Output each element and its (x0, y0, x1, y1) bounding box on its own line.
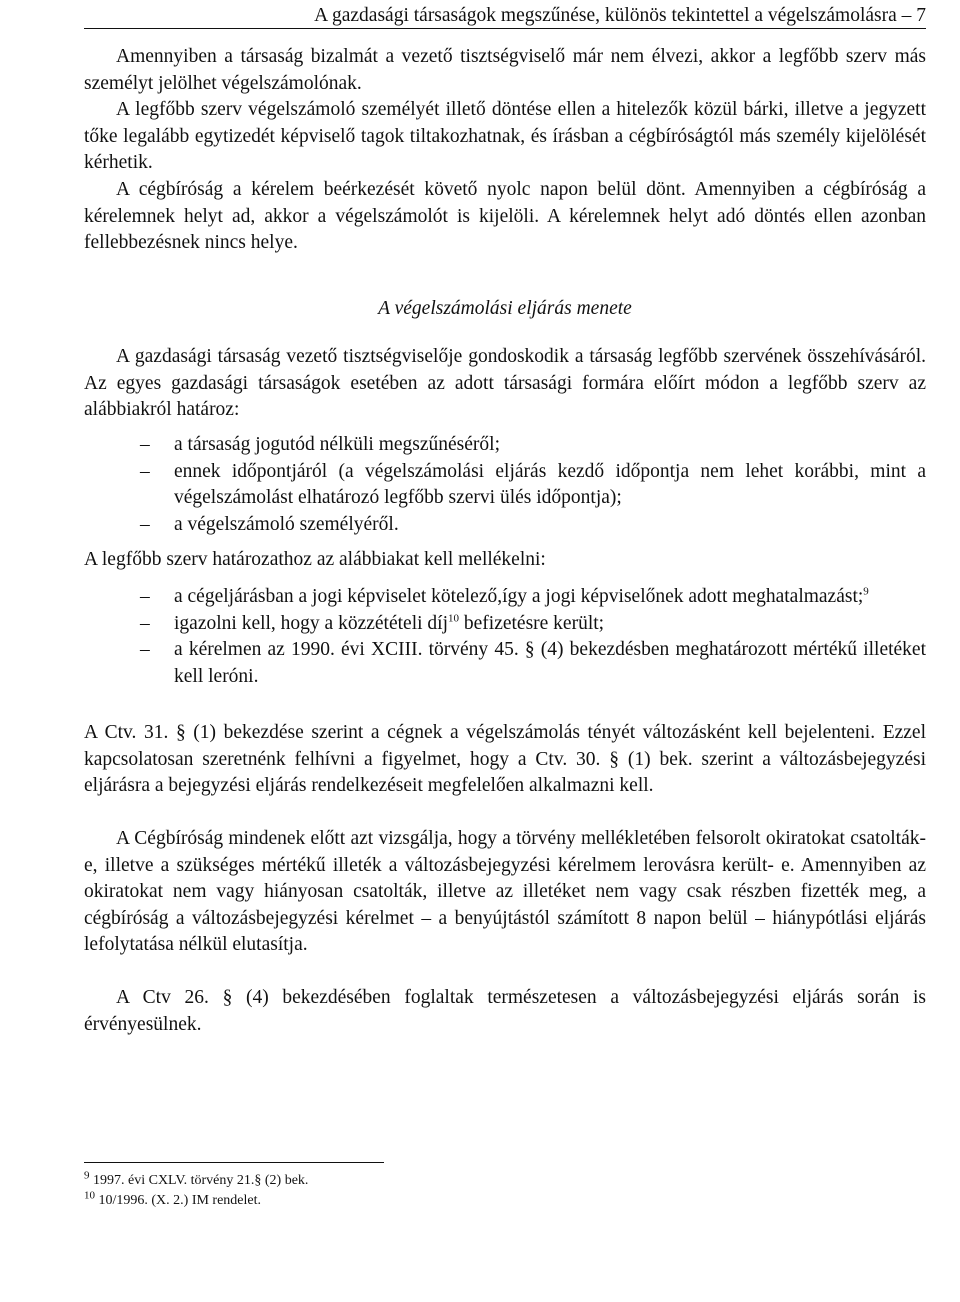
list-item: – a társaság jogutód nélküli megszűnéséről; (84, 432, 926, 459)
list-item: – igazolni kell, hogy a közzétételi díj$^{10}$ befizetésre került; (84, 611, 926, 638)
footnote-9: $^9$ 1997. évi CXLV. törvény 21.§ (2) bek. (84, 1169, 309, 1188)
resolution-list (84, 432, 926, 538)
footnote-number: 10 (84, 1189, 95, 1202)
footnote-10: $^{10}$ 10/1996. (X. 2.) IM rendelet. (84, 1189, 262, 1208)
paragraph-cegbirosag: A Cégbíróság mindenek előtt azt vizsgálja, hogy a törvény mellékletében felsorolt okiratokat csatolták-e, illetve a szükséges mértékű illeték a változásbejegyzési kérelmem lerovásra került- e. Amennyiben az okiratokat nem vagy hiányosan csatolták, illetve az illetéket nem vagy csak részben fizették meg, a cégbíróság a változásbejegyzési kérelmet – a benyújtástól számított 8 napon belül – hiánypótlási eljárás lefolytatása nélkül elutasítja. (84, 828, 926, 955)
list-marker: – (140, 586, 150, 607)
list-marker: – (140, 513, 150, 535)
paragraph-section-intro: A gazdasági társaság vezető tisztségviselője gondoskodik a társaság legfőbb szervének összehívásáról. Az egyes gazdasági társaságok esetében az adott társasági formára előírt módon a legfőbb szerv az alábbiakról határoz: (84, 346, 926, 420)
paragraph-court-decision: A cégbíróság a kérelem beérkezését követő nyolc napon belül dönt. Amennyiben a cégbíróság a kérelemnek helyt ad, akkor a végelszámolót is kijelöli. A kérelemnek helyt adó döntés ellen azonban fellebbezésnek nincs helye. (84, 179, 926, 253)
paragraph-confidence: Amennyiben a társaság bizalmát a vezető tisztségviselő már nem élvezi, akkor a legfőbb szerv más személyt jelölhet végelszámolónak. (84, 46, 926, 94)
paragraph-ctv31: A Ctv. 31. § (1) bekezdése szerint a cégnek a végelszámolás tényét változásként kell bejelenteni. Ezzel kapcsolatosan szeretnénk felhívni a figyelmet, hogy a Ctv. 30. § (1) bek. szerint a változásbejegyzési eljárásra a bejegyzési eljárás rendelkezéseit megfelelően alkalmazni kell. (84, 722, 926, 796)
footnote-number: 9 (84, 1169, 90, 1182)
running-header: A gazdasági társaságok megszűnése, különös tekintettel a végelszámolásra – 7 (84, 4, 926, 29)
list-item: – a kérelmen az 1990. évi XCIII. törvény 45. § (4) bekezdésben meghatározott mértékű illetéket kell leróni. (140, 639, 926, 687)
paragraph-ctv26: A Ctv 26. § (4) bekezdésében foglaltak természetesen a változásbejegyzési eljárás során is érvényesülnek. (84, 987, 926, 1035)
list-item: – a végelszámoló személyéről. (84, 512, 926, 539)
paragraph-objection: A legfőbb szerv végelszámoló személyét illető döntése ellen a hitelezők közül bárki, illetve a jegyzett tőke legalább egytizedét képviselő tagok tiltakozhatnak, és írásban a cégbíróságtól más személy kijelölését kérhetik. (84, 99, 926, 173)
footnote-ref: 9 (863, 585, 869, 598)
list-item: – ennek időpontjáról (a végelszámolási eljárás kezdő időpontja nem lehet korábbi, mint a végelszámolást elhatározó legfőbb szervi ülés időpontja); (140, 460, 926, 508)
list-marker: – (140, 612, 150, 634)
list-marker: – (140, 434, 150, 455)
list-marker: – (140, 639, 150, 660)
attachments-list (84, 584, 926, 690)
list-item: – a cégeljárásban a jogi képviselet kötelező,így a jogi képviselőnek adott meghatalmazást;$^9$ (84, 584, 926, 611)
footnote-separator (84, 1162, 384, 1163)
section-heading: A végelszámolási eljárás menete (378, 298, 632, 319)
footnote-ref: 10 (448, 612, 459, 624)
list-marker: – (140, 460, 150, 482)
paragraph-attachments-intro: A legfőbb szerv határozathoz az alábbiakat kell mellékelni: (84, 549, 546, 570)
